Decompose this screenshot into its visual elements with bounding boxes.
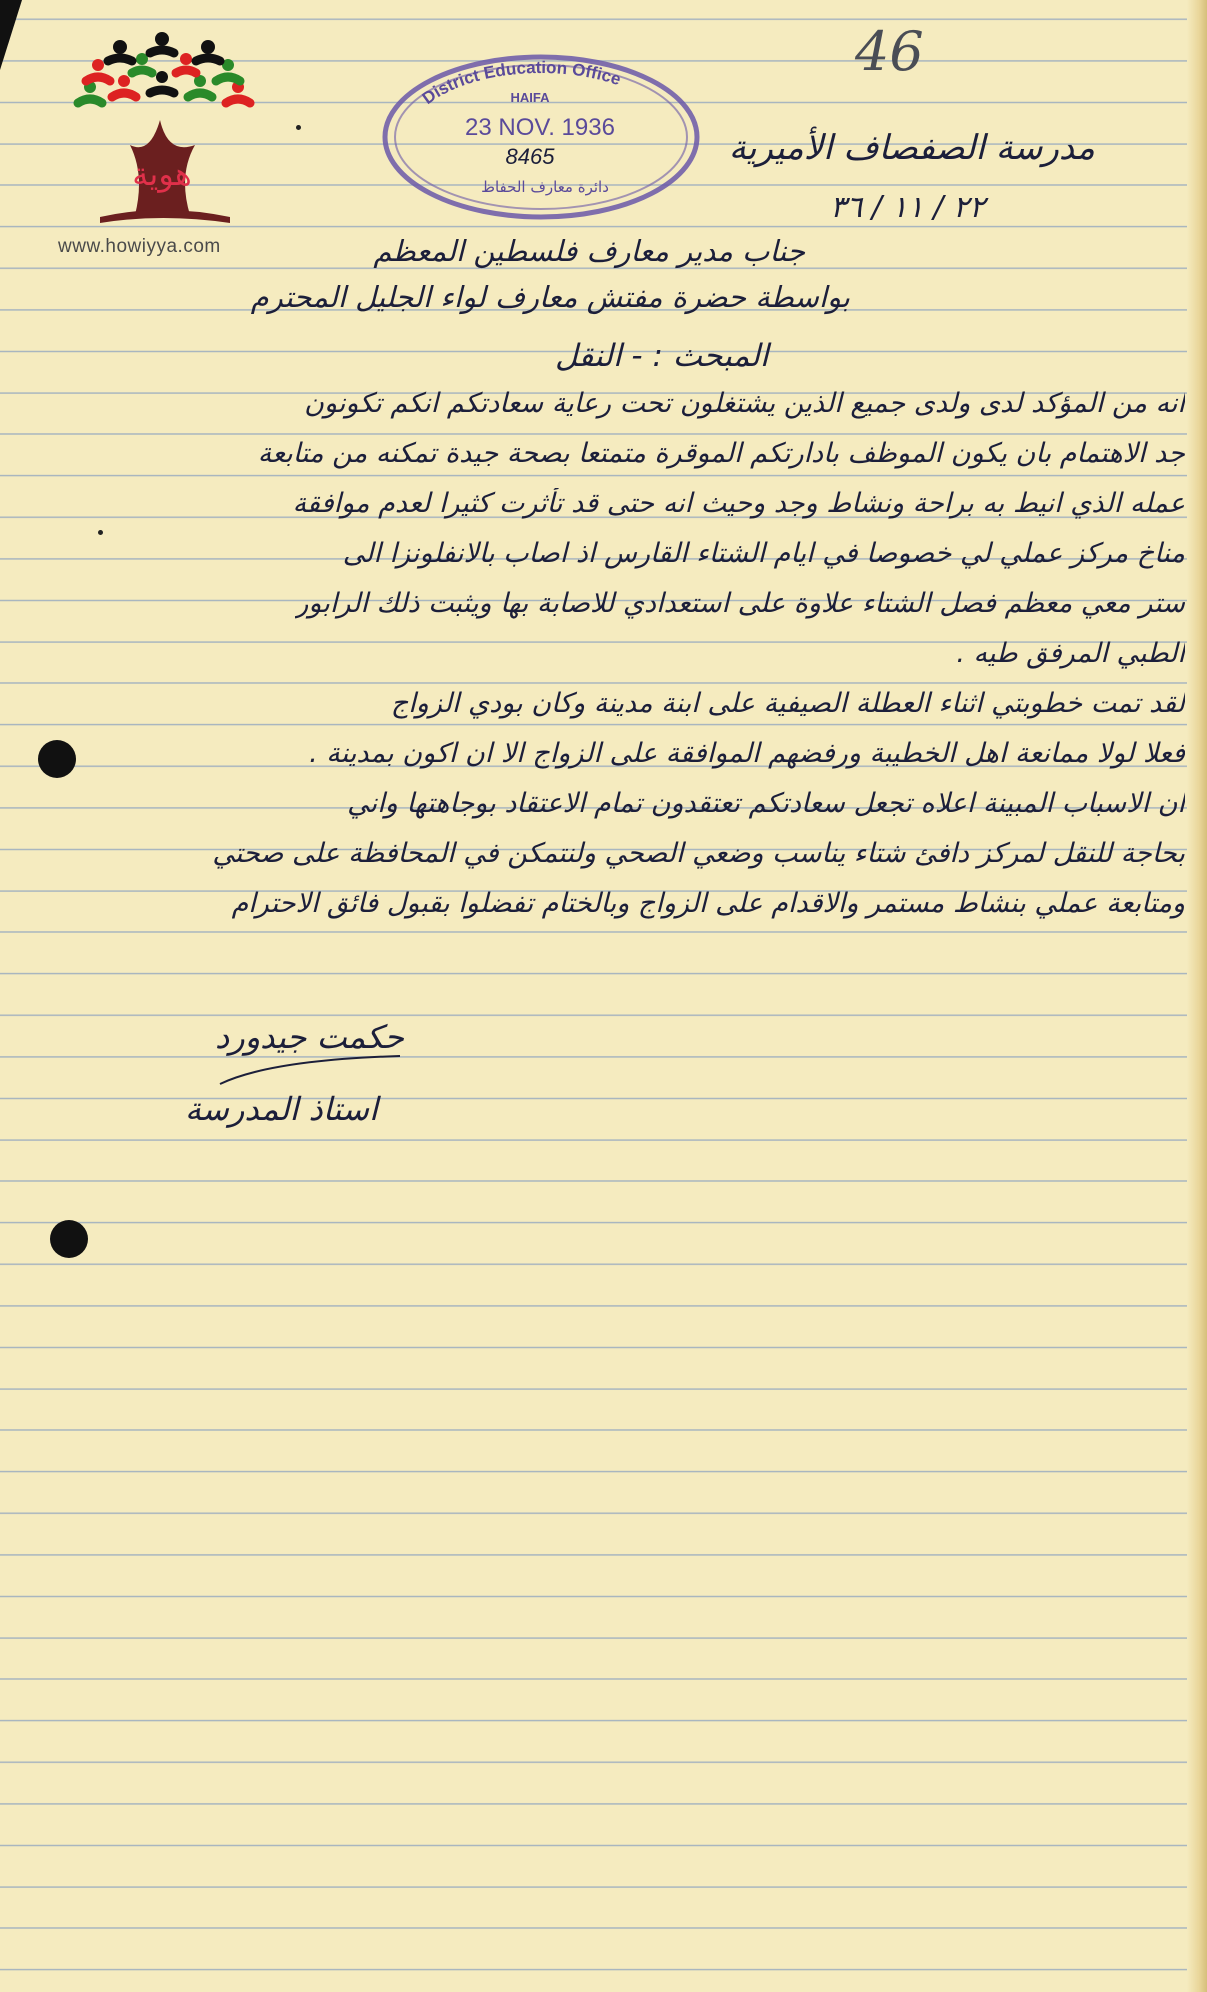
stamp-arabic-text: دائرة معارف الحفاظ (481, 178, 609, 196)
torn-corner (0, 0, 22, 70)
via-line: بواسطة حضرة مفتش معارف لواء الجليل المحترم (250, 280, 850, 314)
body-line: لقد تمت خطوبتي اثناء العطلة الصيفية على ابنة مدينة وكان بودي الزواج (390, 688, 1185, 719)
stamp-number: 8465 (505, 144, 555, 169)
closing-name: حكمت جيدورد (215, 1018, 404, 1056)
letter-date: ٢٢ / ١١ / ٣٦ (830, 190, 986, 225)
body-line: ومتابعة عملي بنشاط مستمر والاقدام على الزواج وبالختام تفضلوا بقبول فائق الاحترام (231, 888, 1185, 919)
logo-url: www.howiyya.com (58, 236, 221, 257)
howiyya-logo (50, 25, 280, 270)
body-line: الطبي المرفق طيه . (956, 638, 1185, 669)
ink-dot (98, 530, 103, 535)
stamp-date: 23 NOV. 1936 (465, 114, 615, 141)
logo-brand-text: هوية (132, 155, 192, 193)
body-line: فعلا لولا ممانعة اهل الخطيبة ورفضهم الموافقة على الزواج الا ان اكون بمدينة . (309, 738, 1185, 769)
body-line: جد الاهتمام بان يكون الموظف بادارتكم الموقرة متمتعا بصحة جيدة تمكنه من متابعة (257, 438, 1185, 469)
addressee: جناب مدير معارف فلسطين المعظم (373, 234, 805, 268)
punch-hole (50, 1220, 88, 1258)
body-line: انه من المؤكد لدى ولدى جميع الذين يشتغلون تحت رعاية سعادتكم انكم تكونون (304, 388, 1185, 419)
body-line: ستر معي معظم فصل الشتاء علاوة على استعدادي للاصابة بها ويثبت ذلك الرابور (295, 588, 1185, 619)
body-line: عمله الذي انيط به براحة ونشاط وجد وحيث انه حتى قد تأثرت كثيرا لعدم موافقة (292, 488, 1185, 519)
signature-flourish (210, 1050, 410, 1090)
body-line: ان الاسباب المبينة اعلاه تجعل سعادتكم تعتقدون تمام الاعتقاد بوجاهتها واني (347, 788, 1185, 819)
education-office-stamp (380, 52, 702, 222)
ink-dot (296, 125, 301, 130)
signature-title: استاذ المدرسة (185, 1090, 378, 1128)
stamp-office: District Education Office (418, 57, 624, 108)
page-number: 46 (855, 20, 924, 83)
school-name: مدرسة الصفصاف الأميرية (728, 128, 1095, 168)
punch-hole (38, 740, 76, 778)
body-line: بحاجة للنقل لمركز دافئ شتاء يناسب وضعي الصحي ولنتمكن في المحافظة على صحتي (212, 838, 1185, 869)
subject-line: المبحث : - النقل (555, 338, 769, 374)
body-line: مناخ مركز عملي لي خصوصا في ايام الشتاء القارس اذ اصاب بالانفلونزا الى (342, 538, 1185, 569)
paper-edge (1187, 0, 1207, 1992)
stamp-city: HAIFA (510, 90, 550, 105)
